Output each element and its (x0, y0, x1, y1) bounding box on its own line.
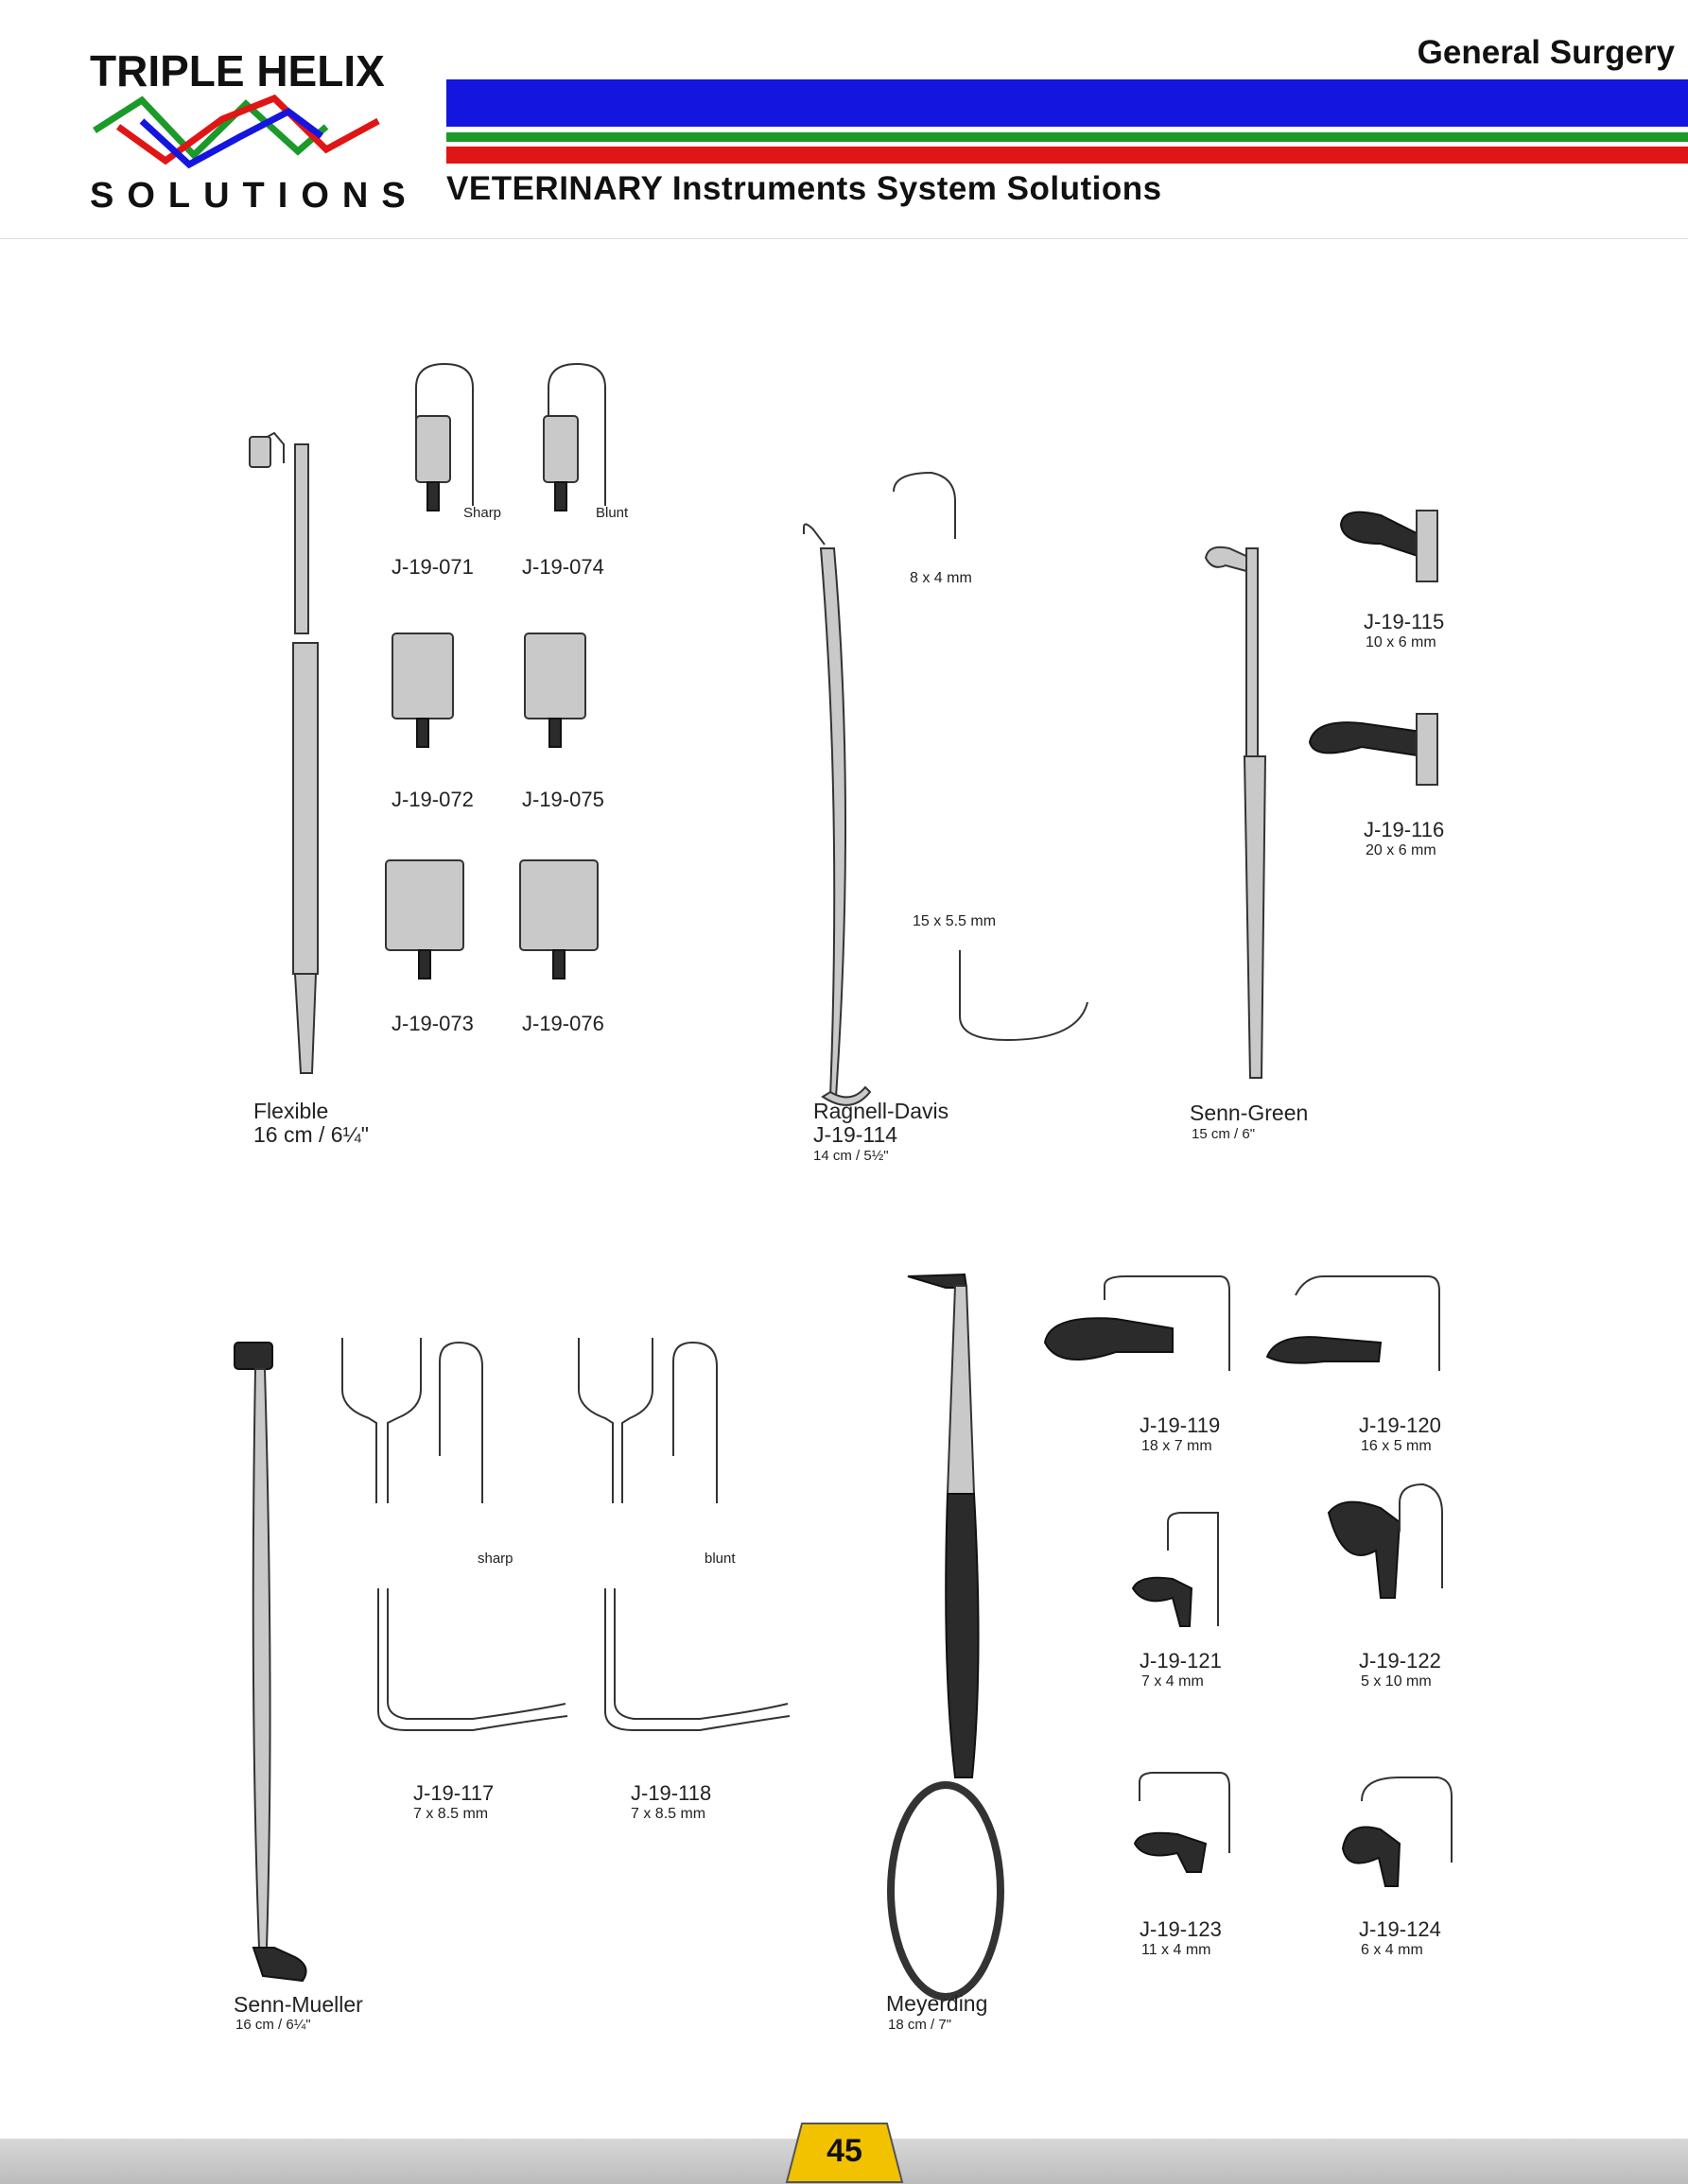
page-number: 45 (827, 2133, 862, 2169)
tip-dimension: 7 x 8.5 mm (631, 1806, 706, 1822)
product-code: J-19-115 (1364, 610, 1445, 633)
senn-mueller-retractor-icon (235, 1343, 306, 1981)
product-code: J-19-120 (1359, 1413, 1441, 1437)
instrument-size: 16 cm / 6¼" (235, 2017, 311, 2033)
product-code: J-19-124 (1359, 1917, 1441, 1941)
product-code: J-19-114 (813, 1122, 898, 1147)
instrument-size: 14 cm / 5½" (813, 1148, 889, 1164)
instrument-name: Senn-Mueller (234, 1992, 363, 2017)
category-title: General Surgery (1417, 34, 1675, 71)
rake-tips-icon (386, 364, 605, 979)
tip-dimension: 7 x 4 mm (1141, 1673, 1204, 1690)
tip-dimension: 8 x 4 mm (910, 570, 972, 586)
logo-subtitle: SOLUTIONS (90, 176, 419, 216)
product-code: J-19-073 (392, 1012, 474, 1035)
header-tagline: VETERINARY Instruments System Solutions (446, 170, 1162, 207)
tip-blunt-label: blunt (705, 1551, 736, 1567)
senn-mueller-tips-icon (342, 1338, 790, 1730)
meyerding-tips-icon (1045, 1276, 1452, 1886)
senn-green-retractor-icon (1206, 511, 1437, 1078)
instrument-name: Flexible (253, 1099, 329, 1123)
tip-dimension: 10 x 6 mm (1366, 634, 1436, 650)
product-code: J-19-116 (1364, 818, 1445, 841)
product-code: J-19-117 (413, 1781, 495, 1805)
instrument-name: Meyerding (886, 1991, 988, 2016)
tip-dimension: 6 x 4 mm (1361, 1942, 1423, 1958)
instrument-size: 16 cm / 6¼" (253, 1122, 369, 1147)
tip-dimension: 16 x 5 mm (1361, 1438, 1432, 1454)
flexible-retractor-icon (250, 433, 318, 1073)
product-code: J-19-122 (1359, 1649, 1441, 1673)
tip-dimension: 5 x 10 mm (1361, 1673, 1432, 1690)
tip-sharp-label: Sharp (463, 505, 502, 521)
product-code: J-19-119 (1140, 1413, 1221, 1437)
instrument-name: Senn-Green (1190, 1101, 1309, 1125)
tip-dimension: 18 x 7 mm (1141, 1438, 1212, 1454)
product-code: J-19-071 (392, 555, 474, 579)
ragnell-davis-retractor-icon (804, 473, 1088, 1105)
product-code: J-19-076 (522, 1012, 604, 1035)
product-code: J-19-123 (1140, 1917, 1222, 1941)
logo-title: TRIPLE HELIX (90, 46, 385, 95)
instrument-name: Ragnell-Davis (813, 1099, 949, 1123)
product-code: J-19-072 (392, 788, 474, 811)
tip-dimension: 11 x 4 mm (1141, 1942, 1211, 1958)
tip-dimension: 20 x 6 mm (1366, 842, 1436, 858)
tip-dimension: 7 x 8.5 mm (413, 1806, 489, 1822)
meyerding-retractor-icon (891, 1274, 1001, 1997)
product-code: J-19-118 (631, 1781, 712, 1805)
product-code: J-19-075 (522, 788, 604, 811)
product-code: J-19-074 (522, 555, 604, 579)
tip-sharp-label: sharp (478, 1551, 513, 1567)
tip-dimension: 15 x 5.5 mm (913, 913, 997, 929)
product-code: J-19-121 (1140, 1649, 1222, 1673)
tip-blunt-label: Blunt (596, 505, 629, 521)
instrument-size: 18 cm / 7" (888, 2017, 952, 2033)
instrument-size: 15 cm / 6" (1192, 1126, 1256, 1142)
